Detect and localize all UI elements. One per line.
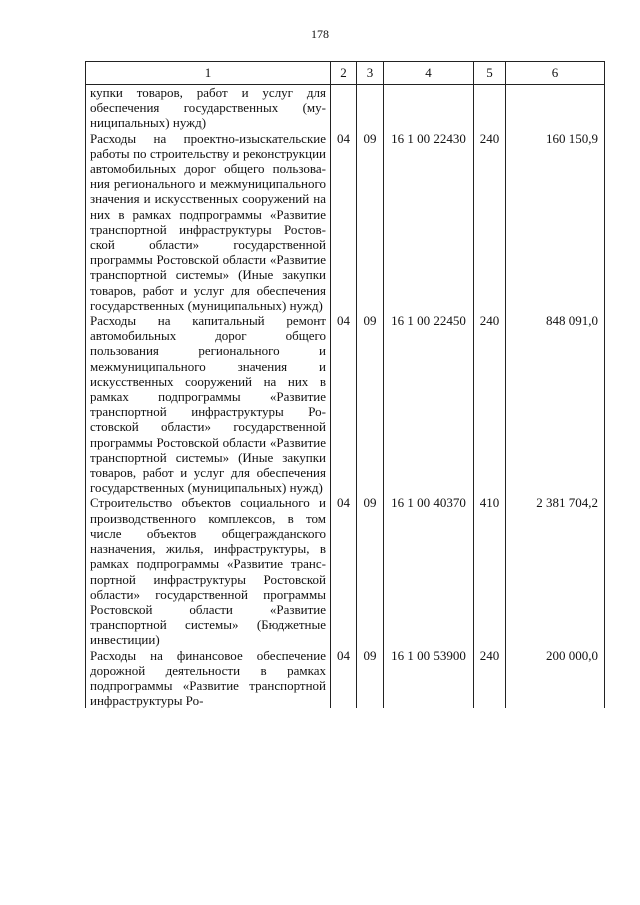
row-amount: 200 000,0	[506, 648, 605, 709]
row-target-article: 16 1 00 53900	[384, 648, 474, 709]
row-target-article: 16 1 00 22430	[384, 131, 474, 313]
row-expense-type	[474, 85, 506, 131]
row-target-article	[384, 85, 474, 131]
table-header-row	[86, 62, 605, 85]
header-col-5: 5	[474, 62, 506, 85]
row-description: Расходы на финансовое обеспечение дорожной деятельности в рамках подпрограммы «Развитие транспортной инфраструктуры Ро-	[86, 648, 331, 709]
row-expense-type: 240	[474, 313, 506, 495]
row-subsection: 09	[357, 313, 384, 495]
row-amount: 848 091,0	[506, 313, 605, 495]
row-target-article: 16 1 00 40370	[384, 495, 474, 647]
header-col-1: 1	[86, 62, 331, 85]
row-subsection: 09	[357, 648, 384, 709]
row-expense-type: 240	[474, 648, 506, 709]
row-target-article: 16 1 00 22450	[384, 313, 474, 495]
row-section: 04	[331, 131, 357, 313]
budget-table	[85, 61, 605, 708]
table-row	[86, 313, 605, 495]
row-description: Расходы на капитальный ремонт автомобильных дорог общего пользования регионального и межмуниципального значения и искусственных сооружений на них в рамках подпрограммы «Развитие транспортной инфраструктуры Ростовской области» государственной программы Ростовской области «Развитие транспортной системы» (Иные закупки товаров, работ и услуг для обеспечения государственных (муниципальных) нужд)	[86, 313, 331, 495]
table-row	[86, 648, 605, 709]
row-amount	[506, 85, 605, 131]
page-number: 178	[311, 27, 329, 41]
row-description: Строительство объектов социального и производственного комплексов, в том числе объектов общегражданского назначения, жилья, инфраструктуры, в рамках подпрограммы «Развитие транспортной инфраструктуры Ростовской области» государственной программы Ростовской области «Развитие транспортной системы» (Бюджетные инвестиции)	[86, 495, 331, 647]
row-section: 04	[331, 648, 357, 709]
row-expense-type: 240	[474, 131, 506, 313]
header-col-6: 6	[506, 62, 605, 85]
header-col-3: 3	[357, 62, 384, 85]
row-amount: 2 381 704,2	[506, 495, 605, 647]
row-expense-type: 410	[474, 495, 506, 647]
row-section: 04	[331, 313, 357, 495]
row-section	[331, 85, 357, 131]
row-amount: 160 150,9	[506, 131, 605, 313]
row-description: купки товаров, работ и услуг для обеспечения государственных (муниципальных) нужд)	[86, 85, 331, 131]
table-row	[86, 131, 605, 313]
header-col-4: 4	[384, 62, 474, 85]
row-description: Расходы на проектно-изыскательские работы по строительству и реконструкции автомобильных дорог общего пользования регионального и межмуниципального значения и искусственных сооружений на них в рамках подпрограммы «Развитие транспортной инфраструктуры Ростовской области» государственной программы Ростовской области «Развитие транспортной системы» (Иные закупки товаров, работ и услуг для обеспечения государственных (муниципальных) нужд)	[86, 131, 331, 313]
row-section: 04	[331, 495, 357, 647]
row-subsection	[357, 85, 384, 131]
header-col-2: 2	[331, 62, 357, 85]
row-subsection: 09	[357, 131, 384, 313]
table-row	[86, 495, 605, 647]
table-row	[86, 85, 605, 131]
row-subsection: 09	[357, 495, 384, 647]
